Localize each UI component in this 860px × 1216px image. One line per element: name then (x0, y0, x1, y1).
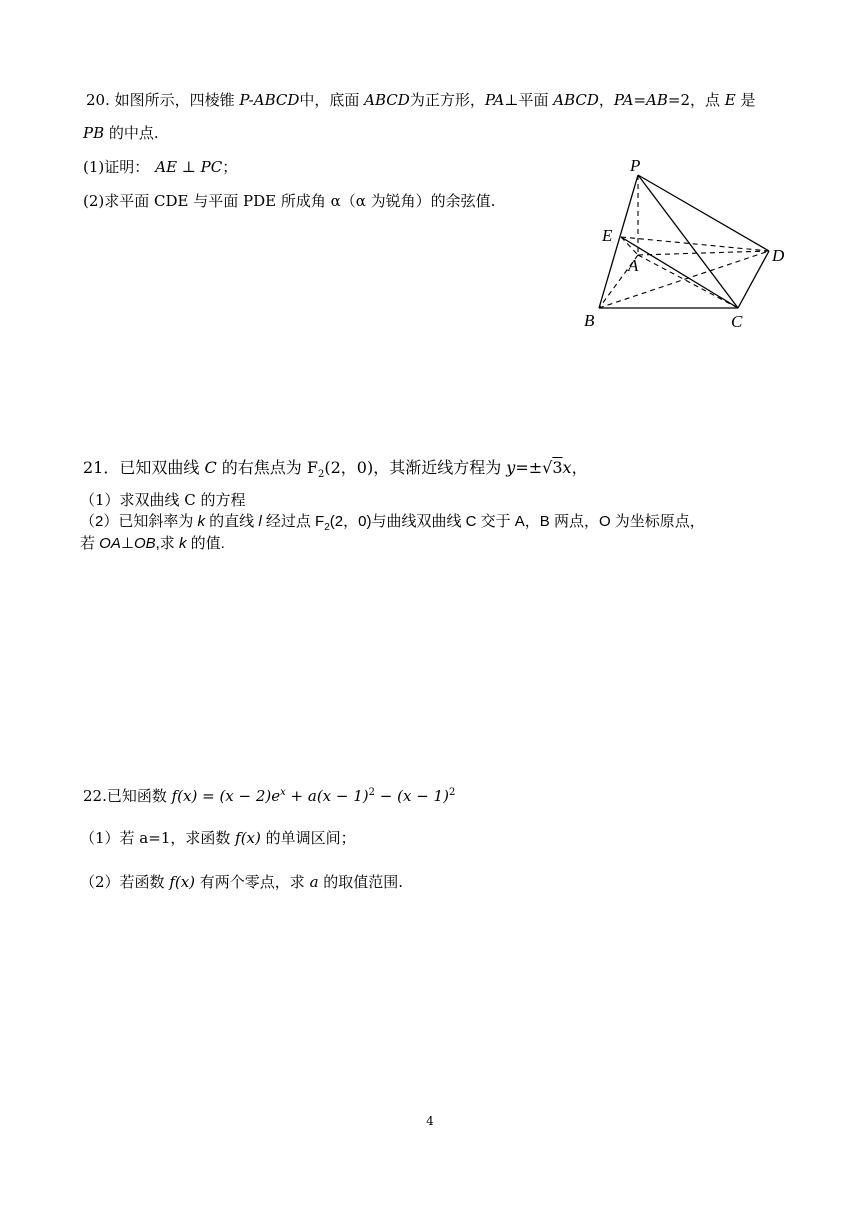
q21-text: ,求 (155, 535, 179, 552)
q22-superscript: 2 (448, 787, 456, 798)
q21-text: 经过点 F (261, 513, 325, 530)
edge-cd (738, 251, 769, 308)
q20-pa: PA (484, 91, 505, 109)
q20-part2-text: (2)求平面 CDE 与平面 PDE 所成角 α（α 为锐角）的余弦值. (83, 192, 496, 210)
q20-line2 (83, 123, 159, 143)
q21-text: ， (571, 458, 588, 477)
q21-subscript: 2 (317, 469, 325, 481)
q21-x: x (562, 458, 572, 477)
q21-text: =± (515, 458, 543, 477)
q20-text: 是 (735, 91, 756, 109)
q21-part2b (80, 534, 225, 554)
q21-k: k (178, 535, 187, 552)
q22-a: a (309, 873, 319, 891)
q20-pb: PB (83, 124, 105, 142)
edge-pc (638, 175, 738, 308)
q20-abcd: ABCD (553, 91, 599, 109)
q22-text: （1）若 a=1，求函数 (80, 829, 236, 847)
q22-text: 有两个零点，求 (195, 873, 310, 891)
q20-text: ⊥平面 (504, 91, 554, 109)
q22-part2 (80, 872, 403, 892)
q21-ob: OB (133, 535, 156, 552)
sqrt-radicand: 3 (552, 458, 563, 477)
q22-text: 的单调区间； (260, 829, 356, 847)
q21-part1 (80, 490, 246, 510)
q21-text: 21．已知双曲线 (83, 458, 205, 477)
q21-y: y (506, 458, 516, 477)
q20-paab: PA=AB (613, 91, 668, 109)
q21-l: l (258, 513, 262, 530)
edge-pd (638, 175, 769, 251)
q21-perp: ⊥ (120, 535, 134, 552)
label-d: D (772, 246, 785, 265)
q21-oa: OA (99, 535, 121, 552)
q22-formula: + a(x − 1) (285, 787, 369, 805)
q22-superscript: x (280, 787, 286, 798)
q22-line1 (83, 786, 455, 806)
q22-text: （2）若函数 (80, 873, 170, 891)
q21-text: (2，0)，其渐近线方程为 (324, 458, 507, 477)
q21-part2 (80, 512, 705, 532)
q20-number: 20. (86, 91, 110, 109)
q22-text: 的取值范围. (318, 873, 404, 891)
q22-f: f(x) (235, 829, 261, 847)
q20-part1 (83, 157, 237, 177)
q21-c: C (204, 458, 217, 477)
edge-ed (621, 237, 769, 251)
edge-ac (638, 255, 738, 308)
q21-text: 的直线 (205, 513, 259, 530)
q22-superscript: 2 (368, 787, 376, 798)
q21-line1 (83, 458, 588, 481)
q20-e: E (724, 91, 736, 109)
q22-f: f(x) (169, 873, 196, 891)
q20-part2 (83, 191, 495, 211)
label-c: C (731, 312, 743, 331)
q20-text: 为正方形， (409, 91, 485, 109)
q21-text: （2）已知斜率为 (80, 513, 198, 530)
edge-bd (599, 251, 769, 308)
q20-pabcd: P-ABCD (239, 91, 300, 109)
label-b: B (584, 311, 595, 330)
label-a: A (628, 256, 639, 275)
q21-text: 的右焦点为 F (216, 458, 318, 477)
q20-text: =2，点 (667, 91, 725, 109)
q21-subscript: 2 (324, 522, 330, 533)
q20-text: 的中点. (104, 124, 159, 142)
q20-part1-expr: AE ⊥ PC (155, 158, 223, 176)
label-p: P (630, 156, 641, 175)
pyramid-figure (578, 155, 798, 335)
q20-text: ， (598, 91, 614, 109)
q21-k: k (197, 513, 206, 530)
label-e: E (602, 226, 613, 245)
q22-formula: f(x) = (x − 2)e (171, 787, 281, 805)
q20-line1 (86, 90, 756, 110)
q21-text: 的值. (186, 535, 225, 552)
sqrt-symbol: √ (542, 458, 553, 477)
q22-text: 22.已知函数 (83, 787, 172, 805)
q22-formula: − (x − 1) (375, 787, 449, 805)
q20-text: 如图所示，四棱锥 (109, 91, 240, 109)
q21-text: 若 (80, 535, 100, 552)
edge-ad (638, 251, 769, 255)
q21-text: (2，0)与曲线双曲线 C 交于 A，B 两点，O 为坐标原点， (329, 513, 705, 530)
page-number: 4 (426, 1114, 434, 1128)
q20-part1-end: ； (222, 158, 238, 176)
q20-abcd: ABCD (364, 91, 410, 109)
q21-part1-text: （1）求双曲线 C 的方程 (80, 491, 246, 509)
pyramid-diagram (578, 155, 798, 335)
q20-text: 中，底面 (299, 91, 365, 109)
q22-part1 (80, 828, 356, 848)
q20-part1-label: (1)证明： (83, 158, 150, 176)
